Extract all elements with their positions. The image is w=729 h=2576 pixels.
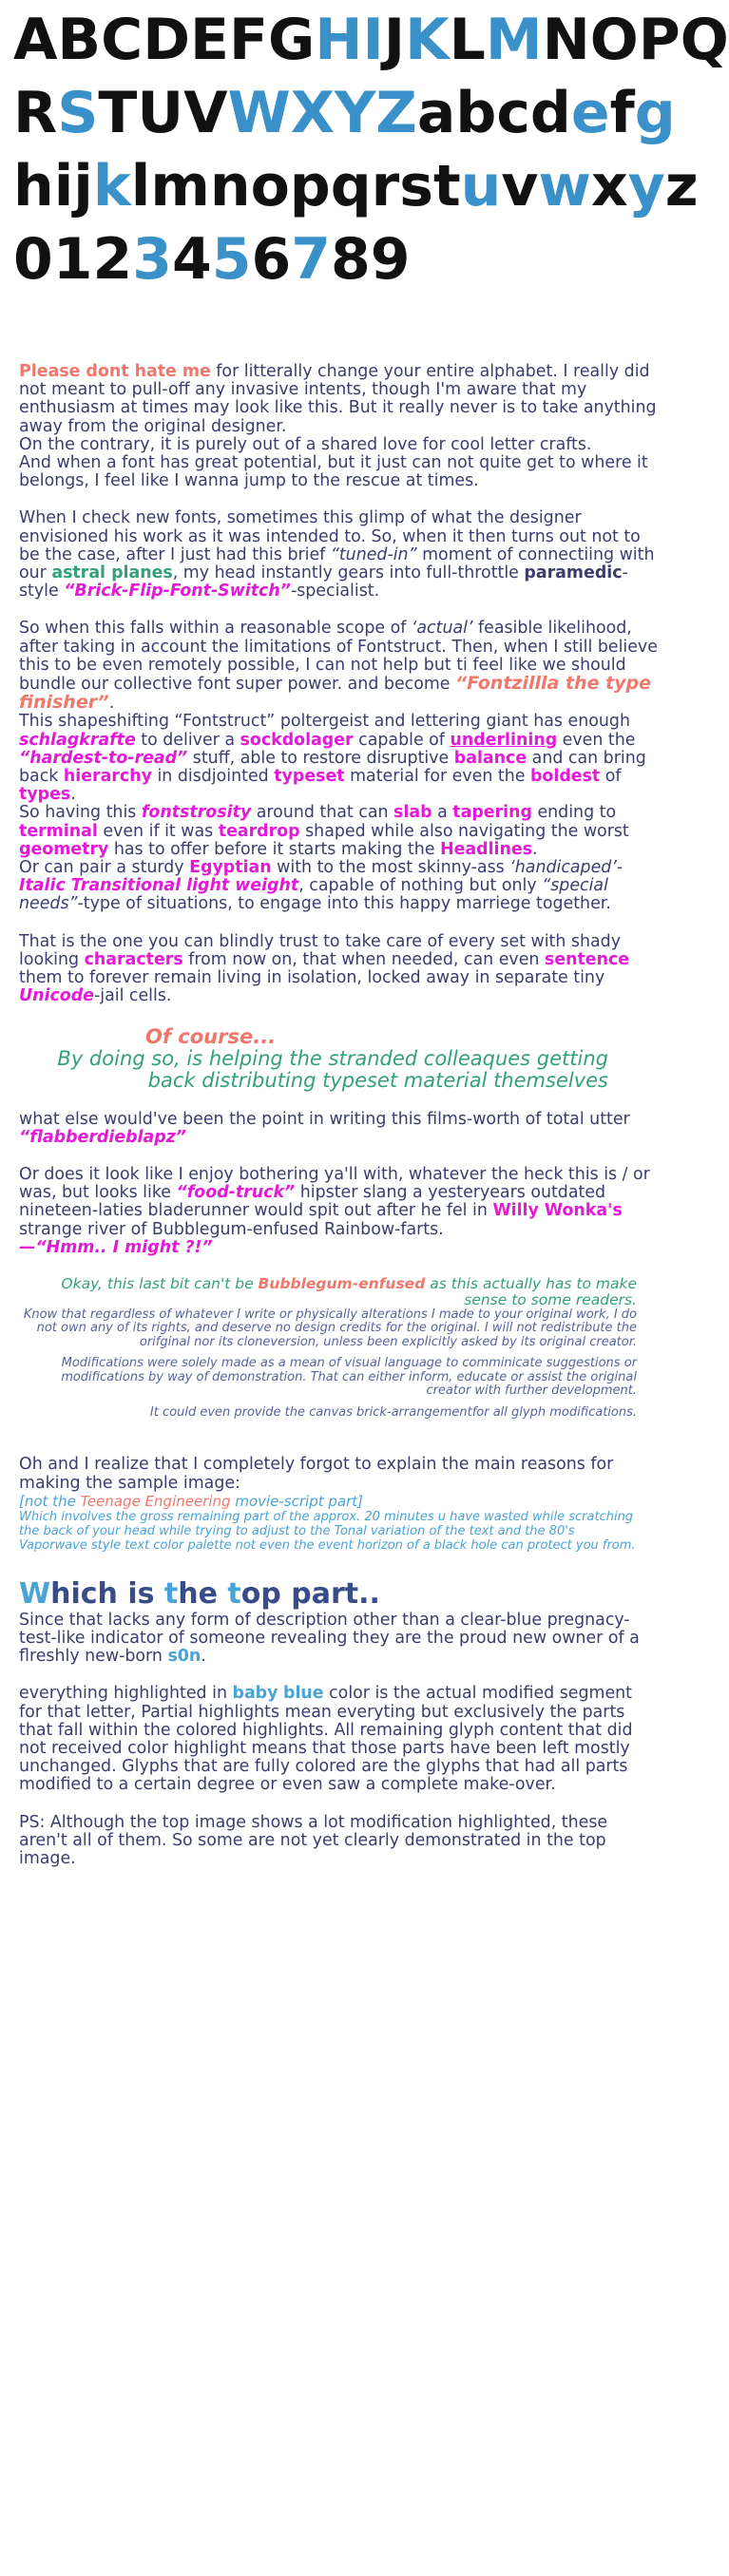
text: for litterally change your entire alphabet. I really did not meant to pull-off any invasive intents, though I'm aware that my enthusiasm at times may look like this. But it really never is to take anything away from the original designer. — [19, 362, 657, 436]
text: Okay, this last bit can't be — [61, 1274, 259, 1292]
trust-paragraph — [19, 933, 658, 1006]
text: terminal — [19, 821, 98, 841]
text: to deliver a — [135, 730, 240, 750]
modified-glyphs: 5 — [211, 226, 252, 293]
text: as this actually has to make sense to some readers. — [425, 1274, 637, 1308]
text: -specialist. — [290, 582, 380, 601]
modified-glyphs: g — [634, 80, 676, 146]
sample-note-lead — [19, 1493, 658, 1510]
text: “Fontzillla the type finisher” — [19, 673, 652, 714]
glyphs: abcd — [416, 80, 571, 146]
text: “Brick-Flip-Font-Switch” — [64, 582, 291, 601]
text: balance — [453, 748, 528, 768]
text: Egyptian — [189, 858, 272, 878]
text: So when this falls within a reasonable scope of — [19, 619, 412, 639]
disclaimer-lead — [19, 1276, 637, 1308]
text: schlagkrafte — [19, 730, 136, 750]
text: hipster slang a yesteryears outdated nineteen-laties bladerunner would spit out after he fel in — [19, 1183, 606, 1221]
glyph-specimen — [13, 4, 729, 296]
text: ending to — [531, 803, 617, 823]
text: This shapeshifting “Fontstruct” poltergeist and lettering giant has enough — [19, 712, 630, 732]
text: “special needs” — [19, 876, 608, 914]
scope-paragraph — [19, 620, 658, 713]
text: Since that lacks any form of description other than a clear-blue pregnacy-test-like indicator of someone revealing they are the proud new owner of a flreshly new-born — [19, 1610, 640, 1667]
text: -style — [19, 563, 628, 601]
modified-glyphs: 7 — [291, 226, 331, 293]
text: Or does it look like I enjoy bothering ya'll with, whatever the heck this is / or was, but looks like — [19, 1164, 650, 1203]
highlight-explanation — [19, 1685, 658, 1794]
text: sentence — [544, 949, 630, 969]
text: slab — [393, 803, 432, 823]
text: characters — [84, 949, 183, 969]
text: ‘handicaped’ — [509, 858, 617, 878]
modified-glyphs: u — [460, 153, 502, 219]
text: in disdjointed — [151, 767, 275, 787]
text: what else would've been the point in writing this films-worth of total utter — [19, 1109, 630, 1129]
might-line: —“Hmm.. I might ?!” — [19, 1237, 213, 1257]
egyptian-paragraph — [19, 859, 658, 914]
text: movie-script part] — [230, 1492, 363, 1510]
text: W — [19, 1576, 51, 1611]
glyphs: 6 — [251, 226, 292, 293]
modified-glyphs: S — [57, 80, 99, 146]
text: , capable of nothing but only — [298, 876, 543, 896]
fontstrosity-paragraph — [19, 804, 658, 859]
text: Italic Transitional light weight — [19, 876, 299, 896]
check-fonts-paragraph — [19, 509, 658, 601]
text: a — [432, 803, 453, 823]
text: underlining — [450, 730, 558, 750]
text: stuff, able to restore disruptive — [187, 748, 454, 768]
text: of — [600, 767, 622, 787]
text: Or can pair a sturdy — [19, 858, 190, 878]
text: geometry — [19, 839, 109, 859]
text: even if it was — [97, 821, 219, 841]
glyphs: x — [590, 153, 628, 219]
glyphs: 89 — [331, 226, 411, 293]
glyphs: R — [13, 80, 58, 146]
text: shaped while also navigating the worst — [299, 821, 629, 841]
specimen-line-3 — [13, 150, 699, 223]
disclaimer-rights: Know that regardless of whatever I write or physically alterations I made to your original work, I do not own any of its rights, and deserve no design credits for the original. I will not redistribute the orifginal nor its cloneversion, unless been explicitly asked by its original creator. — [23, 1307, 637, 1349]
text: “food-truck” — [176, 1183, 296, 1203]
text: everything highlighted in — [19, 1684, 233, 1704]
of-course-body: By doing so, is helping the stranded colleaques getting back distributing typeset material themselves — [57, 1046, 608, 1092]
text: paramedic — [524, 563, 623, 583]
text: . — [201, 1647, 206, 1667]
bothering-paragraph — [19, 1166, 658, 1239]
poltergeist-paragraph — [19, 713, 658, 804]
indicator-paragraph — [19, 1612, 658, 1667]
text: from now on, that when needed, can even — [182, 949, 545, 969]
modified-glyphs: e — [570, 80, 610, 146]
text: even the — [557, 730, 636, 750]
text: So having this — [19, 803, 142, 823]
text: Willy Wonka's — [492, 1201, 623, 1221]
text: hich is — [50, 1576, 164, 1611]
text: “hardest-to-read” — [19, 748, 188, 768]
text: Unicode — [19, 986, 94, 1006]
text: teardrop — [218, 821, 300, 841]
text: “tuned-in” — [330, 544, 417, 564]
text: material for even the — [344, 767, 530, 787]
text: capable of — [353, 730, 451, 750]
text: typeset — [274, 767, 345, 787]
text: , my head instantly gears into full-throttle — [172, 563, 525, 583]
sample-intro: Oh and I realize that I completely forgot to explain the main reasons for making the sample image: — [19, 1455, 614, 1493]
text: around that can — [251, 803, 394, 823]
modified-glyphs: 3 — [132, 226, 172, 293]
which-heading — [19, 1577, 658, 1612]
text: When I check new fonts, sometimes this glimp of what the designer envisioned his work as it was intended to. So, when it then turns out not to be the case, after I just had this brief — [19, 508, 641, 564]
of-course-heading: Of course... — [145, 1024, 277, 1048]
modified-glyphs: K — [405, 7, 450, 73]
text: with to the most skinny-ass — [271, 858, 510, 878]
glyphs: z — [664, 153, 699, 219]
text: strange river of Bubblegum-enfused Rainbow-farts. — [19, 1219, 444, 1239]
text: [not the — [19, 1492, 81, 1510]
text: feasible likelihood, after taking in account the limitations of Fontstruct. Then, when I still believe this to be even remotely possible, I can not help but ti feel like we should bundle our collective font super power. and become — [19, 619, 658, 695]
text: op part.. — [240, 1576, 380, 1611]
modified-glyphs: y — [627, 153, 665, 219]
text: blue — [283, 1684, 324, 1704]
love-paragraph: On the contrary, it is purely out of a shared love for cool letter crafts. — [19, 434, 592, 454]
glyphs: f — [609, 80, 635, 146]
ps-paragraph: PS: Although the top image shows a lot modification highlighted, these aren't all of them. So some are not yet clearly demonstrated in the top image. — [19, 1812, 608, 1869]
glyphs: NOPQ — [542, 7, 729, 73]
glyphs: 012 — [13, 226, 133, 293]
glyphs: 4 — [172, 226, 212, 293]
rescue-paragraph: And when a font has great potential, but it just can not quite get to where it belongs, I feel like I wanna jump to the rescue at times. — [19, 453, 648, 491]
intro-paragraph — [19, 363, 658, 436]
specimen-line-4 — [13, 223, 669, 296]
text: fontstrosity — [141, 803, 252, 823]
glyphs: hij — [13, 153, 93, 219]
sample-note-body: Which involves the gross remaining part of the approx. 20 minutes u have wasted while scratching the back of your head while trying to adjust to the Tonal variation of the text and the 80's Vaporwave style text color palette not even the event horizon of a black hole can protect you from. — [19, 1509, 636, 1553]
glyphs: ABCDEFG — [13, 7, 316, 73]
text: -jail cells. — [93, 986, 172, 1006]
text: astral planes — [51, 563, 173, 583]
glyphs: v — [501, 153, 539, 219]
modified-glyphs: M — [485, 7, 543, 73]
specimen-line-2 — [13, 77, 676, 150]
disclaimer-modifications: Modifications were solely made as a mean of visual language to comminicate suggestions or modifications by way of demonstration. That can either inform, educate or assist the original creator with further development. — [61, 1356, 637, 1399]
glyphs: lmnopqrst — [130, 153, 461, 219]
text: types — [19, 785, 71, 805]
modified-glyphs: WXYZ — [227, 80, 417, 146]
point-paragraph — [19, 1111, 658, 1147]
text: and can bring back — [19, 748, 646, 787]
text: s0n — [167, 1647, 201, 1667]
glyphs: TUV — [98, 80, 228, 146]
text: That is the one you can blindly trust to take care of every set with shady looking — [19, 931, 621, 969]
text: - — [616, 858, 623, 878]
text: Headlines — [440, 839, 533, 859]
text: tapering — [452, 803, 532, 823]
apology-heading: Please dont hate me — [19, 362, 211, 381]
text: ‘actual’ — [411, 619, 473, 639]
disclaimer-canvas: It could even provide the canvas brick-arrangementfor all glyph modifications. — [149, 1404, 637, 1420]
glyphs: J — [383, 7, 406, 73]
text: baby — [232, 1684, 278, 1704]
text: moment of connectiing with our — [19, 544, 655, 583]
text: he — [178, 1576, 228, 1611]
text: hierarchy — [63, 767, 152, 787]
modified-glyphs: k — [92, 153, 131, 219]
text: boldest — [529, 767, 601, 787]
text: Teenage Engineering — [80, 1492, 231, 1510]
specimen-line-1 — [13, 4, 729, 77]
modified-glyphs: HI — [315, 7, 384, 73]
text: sockdolager — [240, 730, 354, 750]
text: . — [532, 839, 538, 859]
glyphs: L — [449, 7, 486, 73]
modified-glyphs: w — [538, 153, 591, 219]
text: t — [227, 1576, 241, 1611]
text: . — [70, 785, 76, 805]
text: . — [108, 694, 115, 714]
text: t — [163, 1576, 179, 1611]
text: “flabberdieblapz” — [19, 1127, 187, 1147]
article-body — [19, 363, 658, 1868]
text: them to forever remain living in isolation, locked away in separate tiny — [19, 968, 605, 988]
text: has to offer before it starts making the — [108, 839, 441, 859]
text: Bubblegum-enfused — [258, 1274, 426, 1292]
text: -type of situations, to engage into this happy marriege together. — [77, 894, 611, 914]
text: color is the actual modified segment for that letter, Partial highlights mean everyting but exclusively the parts that fall within the colored highlights. All remaining glyph content that did not received color highlight means that those parts have been left mostly unchanged. Glyphs that are fully colored are the glyphs that had all parts modified to a certain degree or even saw a complete make-over. — [19, 1684, 633, 1795]
